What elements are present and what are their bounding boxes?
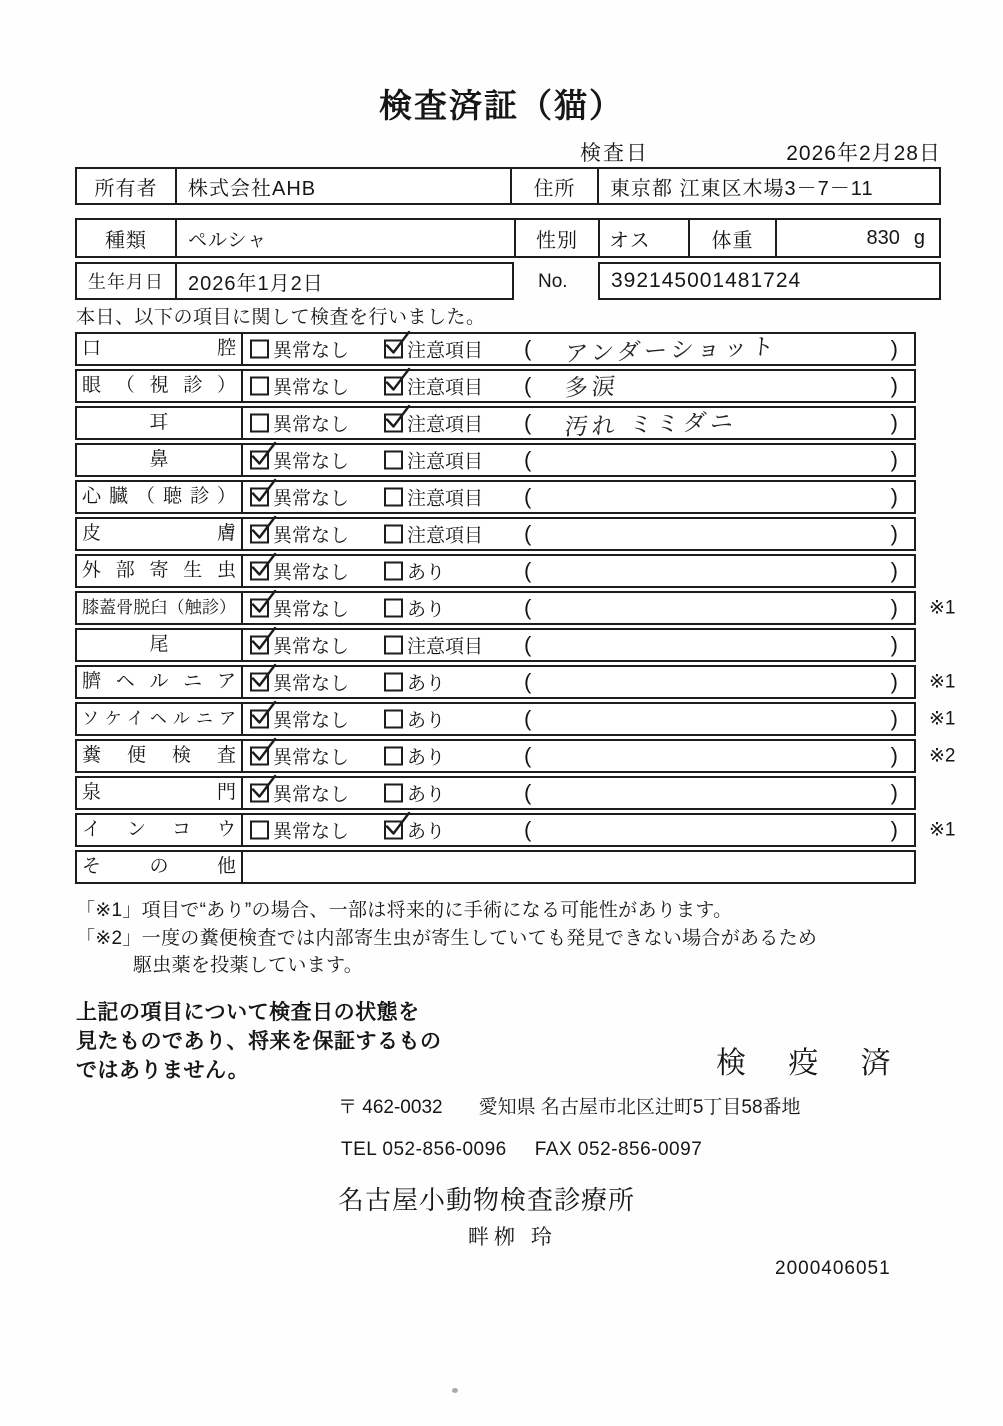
empty-checkbox: [250, 340, 269, 359]
inspection-row-content: [243, 741, 914, 771]
option-no-abnormality: [250, 669, 349, 696]
veterinarian-name: 畔栁 玲: [468, 1226, 557, 1249]
owner-address-label: 住所: [512, 169, 599, 203]
option-no-abnormality-label: 異常なし: [273, 340, 350, 362]
inspection-row: [75, 665, 956, 699]
birthdate-table: [75, 262, 514, 300]
option-flagged-label: あり: [407, 710, 446, 732]
close-paren: ): [890, 595, 898, 620]
checked-checkbox: [250, 525, 269, 544]
option-flagged: [384, 632, 483, 659]
disclaimer-line-3: ではありません。: [76, 1059, 250, 1082]
checked-checkbox: [250, 562, 269, 581]
inspection-row: [75, 406, 916, 440]
option-flagged-label: あり: [407, 562, 446, 584]
footnote-reference-mark: ※1: [929, 597, 956, 619]
clinic-tel-line: [341, 1139, 702, 1161]
option-flagged: [384, 410, 483, 437]
open-paren: (: [524, 780, 532, 805]
option-no-abnormality-label: 異常なし: [273, 747, 350, 769]
option-flagged-label: あり: [407, 673, 446, 695]
checked-checkbox: [250, 599, 269, 618]
inspection-item-label: 鼻: [77, 445, 243, 475]
option-no-abnormality: [250, 373, 349, 400]
inspection-item-label: 耳: [77, 408, 243, 438]
checked-checkbox: [250, 747, 269, 766]
empty-checkbox: [384, 747, 403, 766]
option-flagged-label: 注意項目: [407, 636, 484, 658]
pet-info-table: [75, 218, 941, 258]
option-no-abnormality: [250, 706, 349, 733]
owner-address: 東京都 江東区木場3－7－11: [610, 177, 874, 200]
inspection-item-label: 心臓（聴診）: [77, 482, 243, 512]
footnote-reference-mark: ※1: [929, 708, 956, 730]
option-flagged-label: 注意項目: [407, 451, 484, 473]
option-no-abnormality-label: 異常なし: [273, 488, 350, 510]
open-paren: (: [524, 410, 532, 435]
breed-value: ペルシャ: [177, 220, 516, 256]
option-flagged: [384, 743, 445, 770]
option-flagged: [384, 817, 445, 844]
inspection-row: [75, 739, 956, 773]
empty-checkbox: [250, 377, 269, 396]
close-paren: ): [890, 817, 898, 842]
exam-date-label: 検査日: [580, 142, 649, 165]
checked-checkbox: [384, 377, 403, 396]
option-flagged-label: 注意項目: [407, 414, 484, 436]
checked-checkbox: [250, 488, 269, 507]
inspection-item-label: その他: [77, 852, 243, 882]
inspection-row-content: [243, 556, 914, 586]
disclaimer-line-2: 見たものであり、将来を保証するもの: [76, 1030, 442, 1053]
inspection-row-content: [243, 704, 914, 734]
option-flagged: [384, 558, 445, 585]
option-no-abnormality: [250, 484, 349, 511]
inspection-item-label: インコウ: [77, 815, 243, 845]
empty-checkbox: [384, 599, 403, 618]
owner-label: 所有者: [77, 169, 177, 203]
open-paren: (: [524, 706, 532, 731]
handwritten-note: 多涙: [563, 372, 620, 401]
footnote-2-continued: 駆虫薬を投薬しています。: [133, 955, 364, 976]
weight-value-cell: [777, 220, 939, 256]
empty-checkbox: [384, 710, 403, 729]
quarantine-passed-stamp: 検 疫 済: [716, 1047, 908, 1080]
open-paren: (: [524, 336, 532, 361]
open-paren: (: [524, 817, 532, 842]
option-flagged: [384, 336, 483, 363]
close-paren: ): [890, 484, 898, 509]
page-title: 検査済証（猫）: [379, 87, 624, 124]
close-paren: ): [890, 706, 898, 731]
option-no-abnormality-label: 異常なし: [273, 784, 350, 806]
sex-label: 性別: [516, 220, 600, 256]
clinic-name: 名古屋小動物検査診療所: [338, 1185, 636, 1215]
handwritten-note: 汚れ ミミダニ: [563, 407, 739, 440]
handwritten-note: アンダーショット: [563, 333, 780, 367]
scan-artifact-dot: [452, 1388, 458, 1393]
inspection-row: [75, 813, 956, 847]
option-no-abnormality: [250, 558, 349, 585]
certificate-no-value: 392145001481724: [611, 269, 802, 292]
footnote-reference-mark: ※1: [929, 819, 956, 841]
checked-checkbox: [250, 636, 269, 655]
exam-date-value: 2026年2月28日: [786, 142, 941, 165]
intro-sentence: 本日、以下の項目に関して検査を行いました。: [76, 307, 486, 328]
option-flagged-label: あり: [407, 784, 446, 806]
weight-value: 830: [866, 226, 900, 249]
open-paren: (: [524, 447, 532, 472]
inspection-row-content: [243, 408, 914, 438]
checked-checkbox: [384, 340, 403, 359]
sex-value: オス: [600, 220, 690, 256]
option-flagged-label: あり: [407, 821, 446, 843]
close-paren: ): [890, 743, 898, 768]
inspection-row-content: [243, 852, 914, 882]
option-flagged-label: あり: [407, 599, 446, 621]
checked-checkbox: [250, 784, 269, 803]
inspection-row: [75, 702, 956, 736]
clinic-fax: FAX 052-856-0097: [534, 1139, 703, 1160]
empty-checkbox: [384, 784, 403, 803]
close-paren: ): [890, 558, 898, 583]
option-flagged-label: 注意項目: [407, 340, 484, 362]
checked-checkbox: [250, 673, 269, 692]
option-flagged: [384, 780, 445, 807]
option-no-abnormality-label: 異常なし: [273, 636, 350, 658]
close-paren: ): [890, 780, 898, 805]
option-no-abnormality: [250, 447, 349, 474]
inspection-table: [75, 332, 956, 887]
open-paren: (: [524, 595, 532, 620]
inspection-row-content: [243, 778, 914, 808]
inspection-row: [75, 480, 916, 514]
footnote-reference-mark: ※2: [929, 745, 956, 767]
option-no-abnormality-label: 異常なし: [273, 414, 350, 436]
empty-checkbox: [384, 525, 403, 544]
certificate-no-table: [598, 262, 941, 300]
inspection-row: [75, 776, 916, 810]
weight-unit: g: [913, 226, 925, 249]
option-no-abnormality-label: 異常なし: [273, 451, 350, 473]
checked-checkbox: [250, 451, 269, 470]
close-paren: ): [890, 447, 898, 472]
option-no-abnormality-label: 異常なし: [273, 673, 350, 695]
clinic-address: 愛知県 名古屋市北区辻町5丁目58番地: [478, 1097, 801, 1118]
empty-checkbox: [384, 636, 403, 655]
inspection-row: [75, 332, 916, 366]
inspection-row: [75, 554, 916, 588]
inspection-row-content: [243, 445, 914, 475]
footnote-reference-mark: ※1: [929, 671, 956, 693]
clinic-postal-code: 〒 462-0032: [338, 1097, 443, 1118]
inspection-row-content: [243, 371, 914, 401]
inspection-item-label: 泉門: [77, 778, 243, 808]
option-no-abnormality: [250, 336, 349, 363]
inspection-row-content: [243, 815, 914, 845]
inspection-row-content: [243, 333, 914, 367]
document-serial-number: 2000406051: [775, 1258, 891, 1279]
inspection-row: [75, 628, 916, 662]
inspection-item-label: 糞便検査: [77, 741, 243, 771]
option-no-abnormality-label: 異常なし: [273, 710, 350, 732]
option-flagged: [384, 706, 445, 733]
disclaimer-line-1: 上記の項目について検査日の状態を: [76, 1001, 420, 1024]
checked-checkbox: [250, 710, 269, 729]
footnote-1: 「※1」項目で“あり”の場合、一部は将来的に手術になる可能性があります。: [76, 900, 733, 921]
footnote-2: 「※2」一度の糞便検査では内部寄生虫が寄生していても発見できない場合があるため: [76, 928, 818, 949]
option-flagged: [384, 484, 483, 511]
checked-checkbox: [384, 414, 403, 433]
open-paren: (: [524, 521, 532, 546]
inspection-row: [75, 850, 916, 884]
open-paren: (: [524, 743, 532, 768]
inspection-row-content: [243, 630, 914, 660]
empty-checkbox: [384, 451, 403, 470]
inspection-row-content: [243, 519, 914, 549]
option-flagged-label: あり: [407, 747, 446, 769]
close-paren: ): [890, 669, 898, 694]
option-no-abnormality: [250, 743, 349, 770]
inspection-item-label: 皮膚: [77, 519, 243, 549]
option-no-abnormality: [250, 780, 349, 807]
option-no-abnormality: [250, 817, 349, 844]
empty-checkbox: [250, 821, 269, 840]
option-no-abnormality: [250, 595, 349, 622]
empty-checkbox: [384, 562, 403, 581]
option-flagged: [384, 669, 445, 696]
empty-checkbox: [384, 488, 403, 507]
inspection-row-content: [243, 667, 914, 697]
open-paren: (: [524, 669, 532, 694]
weight-label: 体重: [690, 220, 777, 256]
close-paren: ): [890, 410, 898, 435]
clinic-address-line: [338, 1092, 801, 1119]
owner-name: 株式会社AHB: [177, 169, 512, 203]
inspection-item-label: 口腔: [77, 334, 243, 364]
option-flagged-label: 注意項目: [407, 525, 484, 547]
option-no-abnormality: [250, 632, 349, 659]
inspection-item-label: ソケイヘルニア: [77, 704, 243, 734]
open-paren: (: [524, 484, 532, 509]
empty-checkbox: [384, 673, 403, 692]
option-no-abnormality: [250, 410, 349, 437]
inspection-item-label: 尾: [77, 630, 243, 660]
birthdate-label: 生年月日: [77, 264, 177, 298]
owner-table: [75, 167, 941, 205]
option-flagged-label: 注意項目: [407, 488, 484, 510]
option-no-abnormality-label: 異常なし: [273, 599, 350, 621]
open-paren: (: [524, 373, 532, 398]
open-paren: (: [524, 558, 532, 583]
inspection-row: [75, 369, 916, 403]
inspection-row-content: [243, 482, 914, 512]
birthdate-value: 2026年1月2日: [188, 272, 324, 295]
inspection-item-label: 眼（視診）: [77, 371, 243, 401]
option-flagged: [384, 521, 483, 548]
inspection-item-label: 臍ヘルニア: [77, 667, 243, 697]
inspection-item-label: 外部寄生虫: [77, 556, 243, 586]
close-paren: ): [890, 373, 898, 398]
inspection-row: [75, 517, 916, 551]
option-no-abnormality-label: 異常なし: [273, 525, 350, 547]
inspection-item-label: 膝蓋骨脱臼（触診）: [77, 593, 243, 623]
option-flagged-label: 注意項目: [407, 377, 484, 399]
option-flagged: [384, 447, 483, 474]
breed-label: 種類: [77, 220, 177, 256]
inspection-row: [75, 591, 956, 625]
option-no-abnormality-label: 異常なし: [273, 562, 350, 584]
clinic-tel: TEL 052-856-0096: [341, 1139, 507, 1160]
open-paren: (: [524, 632, 532, 657]
disclaimer-text: [76, 998, 442, 1085]
option-no-abnormality-label: 異常なし: [273, 377, 350, 399]
option-flagged: [384, 595, 445, 622]
inspection-row-content: [243, 593, 914, 623]
option-no-abnormality: [250, 521, 349, 548]
close-paren: ): [890, 336, 898, 361]
option-flagged: [384, 373, 483, 400]
close-paren: ): [890, 521, 898, 546]
certificate-no-label: No.: [538, 271, 568, 292]
inspection-row: [75, 443, 916, 477]
option-no-abnormality-label: 異常なし: [273, 821, 350, 843]
close-paren: ): [890, 632, 898, 657]
empty-checkbox: [250, 414, 269, 433]
checked-checkbox: [384, 821, 403, 840]
